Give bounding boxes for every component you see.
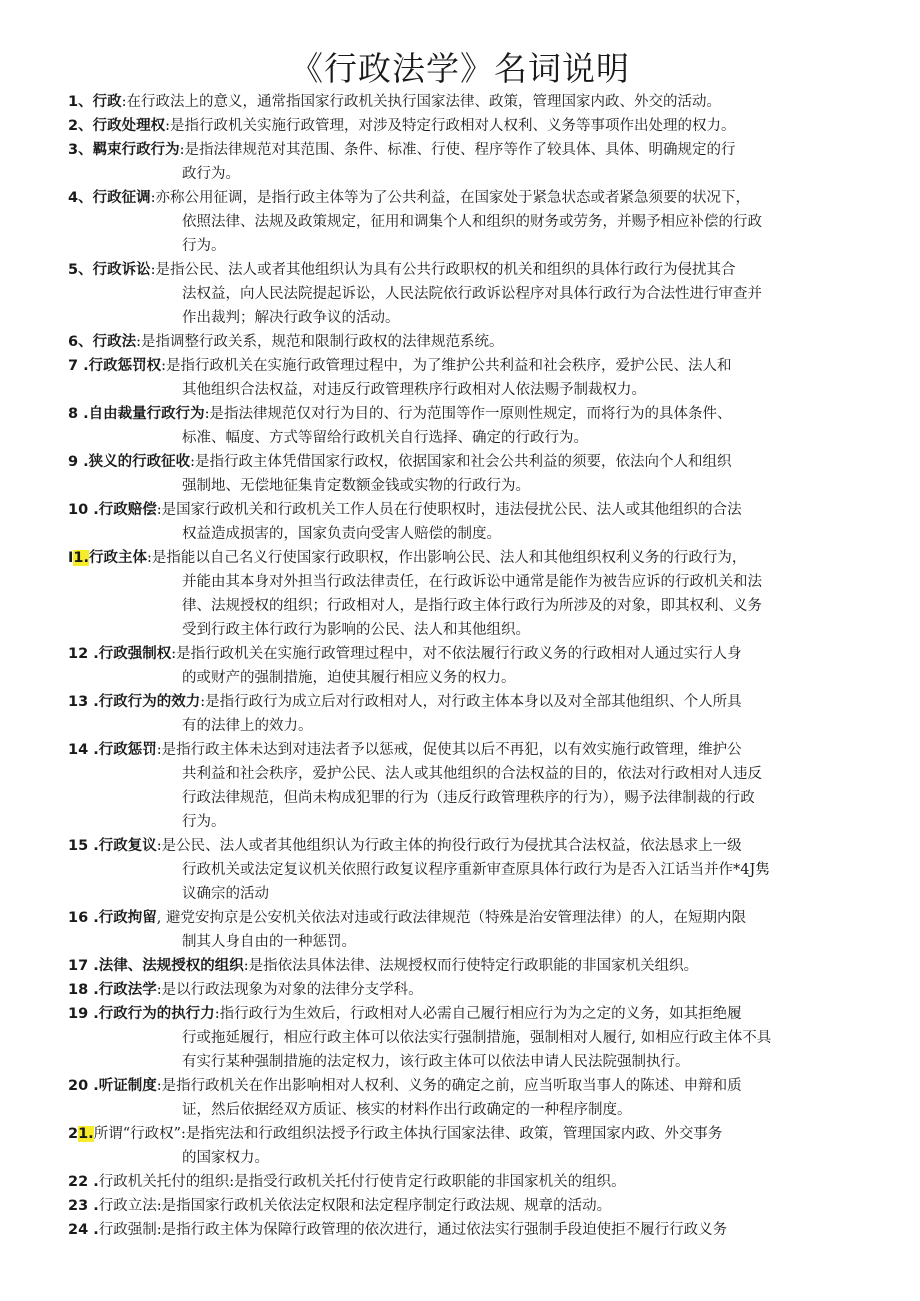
definition-entry — [68, 906, 878, 954]
entry-number — [68, 550, 89, 566]
entry-number-text: 16 . — [68, 910, 99, 926]
entry-definition-line: 有的法律上的效力。 — [182, 718, 313, 734]
entry-definition-line: :是指行政机关在作出影响相对人权利、义务的确定之前，应当听取当事人的陈述、申辩和质 — [156, 1078, 742, 1094]
definition-entry — [68, 546, 878, 642]
definition-entry — [68, 690, 878, 738]
definition-entry — [68, 186, 878, 258]
entry-number — [68, 94, 93, 110]
entry-number — [68, 406, 89, 422]
entry-definition-line: 依照法律、法规及政策规定，征用和调集个人和组织的财务或劳务，并赐予相应补偿的行政 — [182, 214, 762, 230]
entry-term: 行政强制 — [98, 1222, 157, 1238]
entry-term: 法律、法规授权的组织 — [98, 958, 244, 974]
definition-entry — [68, 498, 878, 546]
entry-first-line — [68, 186, 878, 210]
definition-entry — [68, 1002, 878, 1074]
entry-number-prefix: I — [68, 550, 74, 566]
entry-number-text: 8 . — [68, 406, 89, 422]
entry-number-text: 19 . — [68, 1006, 99, 1022]
definition-entry — [68, 978, 878, 1002]
entry-definition-line: :是指宪法和行政组织法授予行政主体执行国家法律、政策，管理国家内政、外交事务 — [181, 1126, 723, 1142]
entry-number-text: 12 . — [68, 646, 99, 662]
entry-definition-line: 的国家权力。 — [182, 1150, 269, 1166]
entry-number-highlight: 1. — [73, 550, 90, 566]
entry-definition-line: 作出裁判；解决行政争议的活动。 — [182, 310, 400, 326]
entry-term: 行政立法 — [98, 1198, 157, 1214]
entry-number-text: 3、 — [68, 142, 93, 158]
entry-term: 行政主体 — [89, 550, 148, 566]
entry-definition-line: 受到行政主体行政行为影响的公民、法人和其他组织。 — [182, 622, 530, 638]
definition-entry — [68, 114, 878, 138]
entry-definition-line: 议确宗的活动 — [182, 886, 269, 902]
entry-term: 行政惩罚权 — [88, 358, 162, 374]
entry-first-line — [68, 498, 878, 522]
entry-definition-line: :是公民、法人或者其他组织认为行政主体的拘役行政行为侵扰其合法权益，依法恳求上一级 — [156, 838, 742, 854]
entry-definition-line: :是指法律规范仅对行为目的、行为范围等作一原则性规定，而将行为的具体条件、 — [204, 406, 732, 422]
entry-definition-line: 共利益和社会秩序，爱护公民、法人或其他组织的合法权益的目的，依法对行政相对人违反 — [182, 766, 762, 782]
entry-definition-line: 权益造成损害的，国家负责向受害人赔偿的制度。 — [182, 526, 501, 542]
definition-entry — [68, 330, 878, 354]
entry-term: 自由裁量行政行为 — [88, 406, 205, 422]
entry-definition-line: 证，然后依据经双方质证、核实的材料作出行政确定的一种程序制度。 — [182, 1102, 632, 1118]
definition-entry — [68, 138, 878, 186]
entry-term: 行政法 — [92, 334, 137, 350]
definition-entry — [68, 954, 878, 978]
entry-term: 行政行为的执行力 — [98, 1006, 215, 1022]
entry-definition-line: :是指调整行政关系，规范和限制行政权的法律规范系统。 — [136, 334, 504, 350]
entry-number — [68, 694, 99, 710]
definition-list — [68, 90, 878, 1242]
entry-term: 听证制度 — [98, 1078, 157, 1094]
entry-first-line — [68, 1170, 878, 1194]
entry-number — [68, 358, 89, 374]
entry-first-line — [68, 114, 878, 138]
entry-number-text: 6、 — [68, 334, 93, 350]
entry-definition-line: :是指行政主体为保障行政管理的依次进行，通过依法实行强制手段迫使拒不履行行政义务 — [156, 1222, 728, 1238]
definition-entry — [68, 1194, 878, 1218]
definition-entry — [68, 450, 878, 498]
entry-first-line — [68, 138, 878, 162]
entry-number — [68, 646, 99, 662]
entry-number — [68, 1126, 94, 1142]
entry-term: 行政机关托付的组织 — [98, 1174, 230, 1190]
entry-definition-line: :是指公民、法人或者其他组织认为具有公共行政职权的机关和组织的具体行政行为侵扰其合 — [150, 262, 736, 278]
entry-number-text: 24 . — [68, 1222, 99, 1238]
entry-number-text: 13 . — [68, 694, 99, 710]
entry-first-line — [68, 402, 878, 426]
entry-definition-line: :亦称公用征调，是指行政主体等为了公共利益，在国家处于紧急状态或者紧急须要的状况下， — [150, 190, 750, 206]
entry-number-text: 9 . — [68, 454, 89, 470]
entry-definition-line: :是指行政主体未达到对违法者予以惩戒，促使其以后不再犯，以有效实施行政管理，维护公 — [156, 742, 742, 758]
entry-number-text — [68, 1126, 94, 1142]
entry-number — [68, 742, 99, 758]
entry-number-text: 23 . — [68, 1198, 99, 1214]
entry-definition-line: 法权益，向人民法院提起诉讼，人民法院依行政诉讼程序对具体行政行为合法性进行审查并 — [182, 286, 762, 302]
entry-number-text: 5、 — [68, 262, 93, 278]
entry-number — [68, 958, 99, 974]
entry-definition-line: :是指受行政机关托付行使肯定行政职能的非国家机关的组织。 — [229, 1174, 626, 1190]
entry-number-text: 1、 — [68, 94, 93, 110]
entry-definition-line: 行政机关或法定复议机关依照行政复议程序重新审查原具体行政行为是否入江话当并作*4J隽 — [182, 862, 770, 878]
entry-number — [68, 190, 93, 206]
definition-entry — [68, 354, 878, 402]
entry-first-line — [68, 642, 878, 666]
entry-term: 行政 — [92, 94, 122, 110]
entry-definition-line: :是指行政机关在实施行政管理过程中，对不依法履行行政义务的行政相对人通过实行人身 — [171, 646, 742, 662]
entry-definition-line: , 避党安拘京是公安机关依法对违或行政法律规范（特殊是治安管理法律）的人，在短期内限 — [156, 910, 746, 926]
entry-term: 狭义的行政征收 — [88, 454, 191, 470]
entry-number-text: 15 . — [68, 838, 99, 854]
entry-number — [68, 1078, 99, 1094]
entry-definition-line: :是指能以自己名义行使国家行政职权，作出影响公民、法人和其他组织权利义务的行政行为， — [147, 550, 747, 566]
entry-definition-line: :在行政法上的意义，通常指国家行政机关执行国家法律、政策，管理国家内政、外交的活动。 — [121, 94, 721, 110]
definition-entry — [68, 90, 878, 114]
definition-entry — [68, 642, 878, 690]
entry-first-line — [68, 1218, 878, 1242]
entry-definition-line: 强制地、无偿地征集肯定数额金钱或实物的行政行为。 — [182, 478, 530, 494]
entry-number-text: 17 . — [68, 958, 99, 974]
entry-term: 行政强制权 — [98, 646, 172, 662]
entry-first-line — [68, 450, 878, 474]
document-title: 《行政法学》名词说明 — [290, 49, 630, 88]
definition-entry — [68, 402, 878, 450]
entry-first-line — [68, 738, 878, 762]
entry-first-line — [68, 1074, 878, 1098]
entry-number-prefix: 2 — [68, 1126, 79, 1142]
entry-number — [68, 910, 99, 926]
entry-number — [68, 142, 93, 158]
entry-first-line — [68, 690, 878, 714]
entry-definition-line: 其他组织合法权益，对违反行政管理秩序行政相对人依法赐予制裁权力。 — [182, 382, 646, 398]
entry-number — [68, 1006, 99, 1022]
entry-number-text: 10 . — [68, 502, 99, 518]
entry-definition-line: 制其人身自由的一种惩罚。 — [182, 934, 356, 950]
entry-number — [68, 454, 89, 470]
entry-number — [68, 262, 93, 278]
entry-first-line — [68, 330, 878, 354]
entry-number-text: 20 . — [68, 1078, 99, 1094]
entry-definition-line: 标准、幅度、方式等留给行政机关自行选择、确定的行政行为。 — [182, 430, 588, 446]
entry-first-line — [68, 906, 878, 930]
entry-definition-line: :是指行政机关在实施行政管理过程中，为了维护公共利益和社会秩序，爱护公民、法人和 — [161, 358, 732, 374]
entry-definition-line: :指行政行为生效后，行政相对人必需自己履行相应行为为之定的义务，如其拒绝履 — [214, 1006, 742, 1022]
entry-first-line — [68, 90, 878, 114]
entry-first-line — [68, 978, 878, 1002]
entry-number — [68, 118, 93, 134]
entry-definition-line: :是以行政法现象为对象的法律分支学科。 — [156, 982, 423, 998]
entry-definition-line: :是国家行政机关和行政机关工作人员在行使职权时，违法侵扰公民、法人或其他组织的合法 — [156, 502, 742, 518]
definition-entry — [68, 1218, 878, 1242]
entry-term: 行政处理权 — [92, 118, 166, 134]
entry-first-line — [68, 1122, 878, 1146]
entry-first-line — [68, 954, 878, 978]
definition-entry — [68, 834, 878, 906]
entry-term: 羁束行政行为 — [92, 142, 180, 158]
entry-number — [68, 502, 99, 518]
entry-number — [68, 1198, 99, 1214]
entry-definition-line: 的或财产的强制措施，迫使其履行相应义务的权力。 — [182, 670, 516, 686]
entry-number-text: 18 . — [68, 982, 99, 998]
entry-definition-line: 行为。 — [182, 238, 226, 254]
entry-first-line — [68, 546, 878, 570]
entry-definition-line: :是指国家行政机关依法定权限和法定程序制定行政法规、规章的活动。 — [156, 1198, 612, 1214]
entry-number-text: 2、 — [68, 118, 93, 134]
entry-term: 行政惩罚 — [98, 742, 157, 758]
entry-first-line — [68, 1194, 878, 1218]
entry-term: 行政征调 — [92, 190, 151, 206]
entry-definition-line: 政行为。 — [182, 166, 240, 182]
entry-number — [68, 334, 93, 350]
entry-number-text — [68, 550, 89, 566]
entry-number — [68, 1222, 99, 1238]
entry-term: 行政赔偿 — [98, 502, 157, 518]
entry-first-line — [68, 354, 878, 378]
entry-number — [68, 1174, 99, 1190]
entry-term: 行政法学 — [98, 982, 157, 998]
entry-definition-line: :是指行政行为成立后对行政相对人，对行政主体本身以及对全部其他组织、个人所具 — [200, 694, 742, 710]
definition-entry — [68, 1170, 878, 1194]
entry-definition-line: 律、法规授权的组织；行政相对人，是指行政主体行政行为所涉及的对象，即其权利、义务 — [182, 598, 762, 614]
entry-term: 所谓“行政权” — [93, 1126, 182, 1142]
entry-term: 行政诉讼 — [92, 262, 151, 278]
entry-definition-line: :是指法律规范对其范围、条件、标准、行使、程序等作了较具体、具体、明确规定的行 — [179, 142, 736, 158]
definition-entry — [68, 1074, 878, 1122]
entry-number — [68, 982, 99, 998]
entry-number-text: 22 . — [68, 1174, 99, 1190]
entry-number-text: 4、 — [68, 190, 93, 206]
entry-first-line — [68, 1002, 878, 1026]
entry-number-highlight: 1. — [78, 1126, 94, 1142]
entry-term: 行政行为的效力 — [98, 694, 201, 710]
definition-entry — [68, 1122, 878, 1170]
entry-first-line — [68, 834, 878, 858]
entry-definition-line: 行为。 — [182, 814, 226, 830]
entry-term: 行政拘留 — [98, 910, 157, 926]
definition-entry — [68, 258, 878, 330]
entry-first-line — [68, 258, 878, 282]
entry-term: 行政复议 — [98, 838, 157, 854]
entry-definition-line: 行或拖延履行，相应行政主体可以依法实行强制措施，强制相对人履行, 如相应行政主体不具 — [182, 1030, 772, 1046]
entry-definition-line: :是指行政机关实施行政管理，对涉及特定行政相对人权利、义务等事项作出处理的权力。 — [165, 118, 736, 134]
entry-definition-line: 并能由其本身对外担当行政法律责任，在行政诉讼中通常是能作为被告应诉的行政机关和法 — [182, 574, 762, 590]
entry-definition-line: 行政法律规范，但尚未构成犯罪的行为（违反行政管理秩序的行为），赐予法律制裁的行政 — [182, 790, 755, 806]
entry-definition-line: :是指依法具体法律、法规授权而行使特定行政职能的非国家机关组织。 — [243, 958, 699, 974]
entry-number — [68, 838, 99, 854]
entry-definition-line: 有实行某种强制措施的法定权力，该行政主体可以依法申请人民法院强制执行。 — [182, 1054, 690, 1070]
entry-definition-line: :是指行政主体凭借国家行政权，依据国家和社会公共利益的须要，依法向个人和组织 — [190, 454, 732, 470]
entry-number-text: 7 . — [68, 358, 89, 374]
entry-number-text: 14 . — [68, 742, 99, 758]
definition-entry — [68, 738, 878, 834]
